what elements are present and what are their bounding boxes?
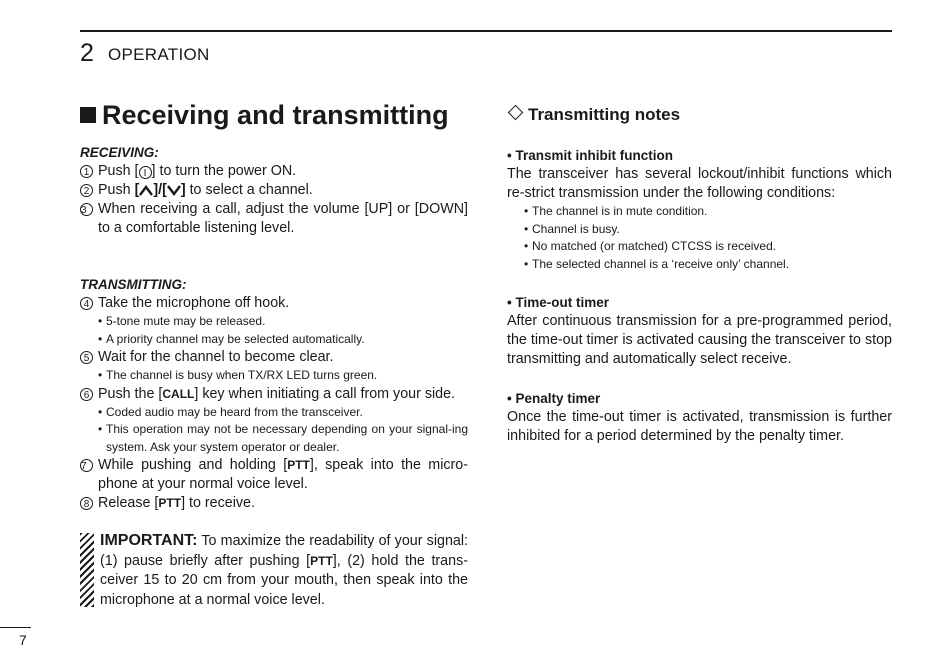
- section-title: OPERATION: [108, 45, 210, 64]
- diamond-icon: [508, 105, 524, 121]
- step-8: 8 Release [PTT] to receive.: [80, 494, 468, 513]
- step-5: 5 Wait for the channel to become clear.: [80, 348, 468, 367]
- step-1: 1 Push [ I ] to turn the power ON.: [80, 162, 468, 181]
- step-4: 4 Take the microphone off hook.: [80, 294, 468, 313]
- transmitting-heading: TRANSMITTING:: [80, 277, 187, 292]
- step-4-note: • 5-tone mute may be released.: [98, 314, 266, 328]
- chevron-down-icon: [167, 185, 181, 196]
- step-4-note: • A priority channel may be selected automatically.: [98, 331, 365, 346]
- step-number: 1: [80, 165, 93, 178]
- caution-hatch-icon: [80, 533, 94, 607]
- penalty-title: • Penalty timer: [507, 391, 601, 406]
- header-rule: [80, 30, 892, 32]
- black-square-icon: [80, 107, 96, 123]
- page-number: 7: [19, 632, 27, 648]
- left-column: [80, 144, 468, 610]
- timeout-text: After continuous transmission for a pre-programmed period, the time-out timer is activated causing the transceiver to stop transmitting and automatically select receive.: [507, 313, 892, 367]
- step-number: 3: [80, 203, 93, 216]
- power-key-icon: I: [139, 166, 152, 179]
- step-number: 6: [80, 388, 93, 401]
- call-key-label: CALL: [162, 386, 195, 401]
- ptt-key-label: PTT: [287, 458, 310, 472]
- section-number: 2: [80, 39, 94, 67]
- page-title-text: Receiving and transmitting: [102, 100, 449, 130]
- important-note: IMPORTANT: To maximize the readability of your signal: (1) pause briefly after pushing [PTT], (2) hold the trans-ceiver 15 to 20 cm from your mouth, then speak into the microphone at a normal voice level.: [80, 531, 468, 610]
- footer-rule: [0, 627, 31, 628]
- chevron-up-icon: [139, 185, 153, 196]
- inhibit-title: • Transmit inhibit function: [507, 148, 673, 163]
- inhibit-bullet: • Channel is busy.: [524, 221, 620, 236]
- up-down-keys: [ ]/[ ]: [134, 182, 186, 198]
- ptt-key-label: PTT: [158, 496, 182, 510]
- receiving-heading: RECEIVING:: [80, 145, 159, 160]
- inhibit-bullet: • The selected channel is a ‘receive only’ channel.: [524, 256, 790, 271]
- penalty-text: Once the time-out timer is activated, transmission is further inhibited for a period determined by the penalty timer.: [507, 409, 892, 444]
- inhibit-text: The transceiver has several lockout/inhibit functions which re-strict transmission under the following conditions:: [507, 166, 892, 201]
- step-3: 3 When receiving a call, adjust the volume [UP] or [DOWN] to a comfortable listening level.: [81, 201, 468, 236]
- ptt-key-label: PTT: [310, 553, 333, 568]
- timeout-title: • Time-out timer: [507, 295, 609, 310]
- step-number: 7: [80, 459, 93, 472]
- inhibit-bullet: • No matched (or matched) CTCSS is received.: [524, 239, 777, 253]
- right-column: [507, 104, 892, 446]
- important-label: IMPORTANT:: [100, 532, 198, 549]
- inhibit-bullet: • The channel is in mute condition.: [524, 204, 708, 218]
- step-number: 8: [80, 497, 93, 510]
- step-6-note: • Coded audio may be heard from the transceiver.: [98, 404, 363, 419]
- step-5-note: • The channel is busy when TX/RX LED turns green.: [98, 368, 378, 382]
- step-6: 6 Push the [CALL] key when initiating a call from your side.: [80, 385, 468, 404]
- transmitting-notes-heading: Transmitting notes: [507, 104, 892, 126]
- step-number: 2: [80, 184, 93, 197]
- step-number: 4: [80, 297, 93, 310]
- page-title: [80, 98, 449, 132]
- step-7: 7 While pushing and holding [PTT], speak into the micro-phone at your normal voice level.: [81, 457, 468, 492]
- step-2: 2 Push [ ]/[ ] to select a channel.: [80, 181, 468, 200]
- step-6-note: • This operation may not be necessary depending on your signal-ing system. Ask your system operator or dealer.: [98, 422, 468, 454]
- step-number: 5: [80, 351, 93, 364]
